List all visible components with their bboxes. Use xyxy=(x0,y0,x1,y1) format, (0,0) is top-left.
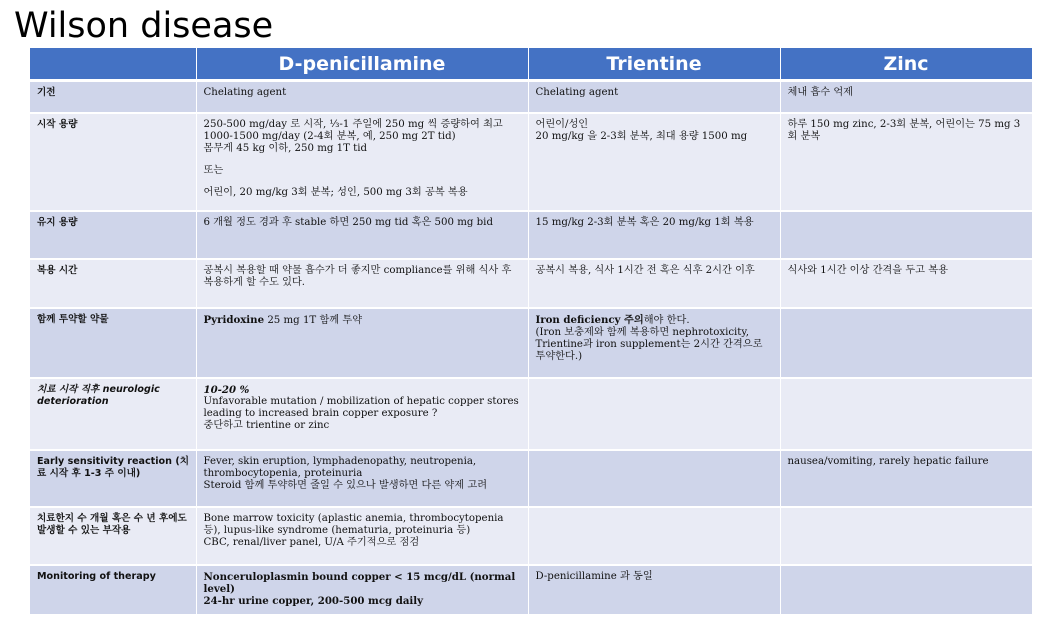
cell-zinc xyxy=(780,507,1032,565)
row-label: 치료 시작 직후 neurologic deterioration xyxy=(30,378,196,450)
cell-trientine xyxy=(528,450,780,507)
cell-text: Bone marrow toxicity (aplastic anemia, thrombocytopenia 등), lupus-like syndrome (hematuria, proteinuria 등) xyxy=(203,512,504,536)
cell-text: 15 mg/kg 2-3회 분복 혹은 20 mg/kg 1회 복용 xyxy=(535,216,754,228)
cell-text: D-penicillamine 과 동일 xyxy=(535,570,653,582)
cell-trientine xyxy=(528,378,780,450)
cell-text: Fever, skin eruption, lymphadenopathy, neutropenia, thrombocytopenia, proteinuria xyxy=(203,455,477,479)
row-label: 치료한지 수 개월 혹은 수 년 후에도 발생할 수 있는 부작용 xyxy=(30,507,196,565)
cell-text: nausea/vomiting, rarely hepatic failure xyxy=(787,455,989,467)
cell-text: 몸무게 45 kg 이하, 250 mg 1T tid xyxy=(203,142,368,154)
row-maintenance-dose xyxy=(30,211,1032,259)
cell-trientine xyxy=(528,565,780,615)
cell-text: 250-500 mg/day 로 시작, ⅓-1 주일에 250 mg 씩 증량하여 최고 1000-1500 mg/day (2-4회 분복, 예, 250 mg 2T tid) xyxy=(203,118,503,142)
cell-text: Chelating agent xyxy=(203,87,287,98)
header-zinc: Zinc xyxy=(780,48,1032,81)
cell-text: 식사와 1시간 이상 간격을 두고 복용 xyxy=(787,264,948,276)
cell-text: 공복시 복용, 식사 1시간 전 혹은 식후 2시간 이후 xyxy=(535,264,755,276)
cell-text-bold: 24-hr urine copper, 200-500 mcg daily xyxy=(203,594,424,607)
cell-trientine xyxy=(528,211,780,259)
cell-text: 25 mg 1T 함께 투약 xyxy=(264,314,363,326)
row-label: 복용 시간 xyxy=(30,259,196,308)
cell-penicillamine xyxy=(196,507,528,565)
header-row xyxy=(30,48,1032,81)
row-label: 기전 xyxy=(30,81,196,113)
cell-penicillamine xyxy=(196,113,528,211)
cell-zinc xyxy=(780,113,1032,211)
cell-text-bold: Nonceruloplasmin bound copper < 15 mcg/dL (normal level) xyxy=(203,570,516,595)
cell-zinc xyxy=(780,378,1032,450)
cell-penicillamine xyxy=(196,565,528,615)
row-late-adverse-effects xyxy=(30,507,1032,565)
cell-zinc xyxy=(780,308,1032,378)
cell-zinc xyxy=(780,211,1032,259)
row-neurologic-deterioration xyxy=(30,378,1032,450)
row-early-sensitivity xyxy=(30,450,1032,507)
cell-penicillamine xyxy=(196,259,528,308)
cell-zinc xyxy=(780,259,1032,308)
cell-trientine xyxy=(528,113,780,211)
cell-zinc xyxy=(780,450,1032,507)
cell-text-bold: Iron deficiency 주의 xyxy=(535,313,644,326)
cell-penicillamine xyxy=(196,378,528,450)
cell-text: 어린이/성인 xyxy=(535,118,589,130)
cell-penicillamine xyxy=(196,308,528,378)
row-dosing-time xyxy=(30,259,1032,308)
cell-text-emph: 10-20 % xyxy=(203,383,250,396)
header-blank xyxy=(30,48,196,81)
cell-text: Chelating agent xyxy=(535,87,619,98)
cell-text xyxy=(536,314,774,327)
cell-text: 20 mg/kg 을 2-3회 분복, 최대 용량 1500 mg xyxy=(535,130,748,142)
header-d-penicillamine: D-penicillamine xyxy=(196,48,528,81)
cell-text xyxy=(204,314,522,327)
cell-text: CBC, renal/liver panel, U/A 주기적으로 점검 xyxy=(203,536,420,548)
cell-text: 어린이, 20 mg/kg 3회 분복; 성인, 500 mg 3회 공복 복용 xyxy=(203,187,468,199)
treatment-table xyxy=(30,48,1033,616)
row-starting-dose xyxy=(30,113,1032,211)
cell-zinc xyxy=(780,565,1032,615)
page-title: Wilson disease xyxy=(14,6,274,46)
cell-text-bold: Pyridoxine xyxy=(203,313,265,326)
row-label: 유지 용량 xyxy=(30,211,196,259)
row-label: 함께 투약할 약물 xyxy=(30,308,196,378)
cell-trientine xyxy=(528,507,780,565)
row-label: Early sensitivity reaction (치료 시작 후 1-3 주 이내) xyxy=(30,450,196,507)
row-concomitant-drugs xyxy=(30,308,1032,378)
cell-trientine xyxy=(528,81,780,113)
cell-text: 체내 흡수 억제 xyxy=(787,87,854,98)
cell-text: 또는 xyxy=(203,165,224,177)
cell-penicillamine xyxy=(196,211,528,259)
cell-text: 하루 150 mg zinc, 2-3회 분복, 어린이는 75 mg 3회 분복 xyxy=(787,118,1021,142)
row-label: Monitoring of therapy xyxy=(30,565,196,615)
cell-text: 6 개월 정도 경과 후 stable 하면 250 mg tid 혹은 500 mg bid xyxy=(203,216,493,228)
cell-text: Unfavorable mutation / mobilization of hepatic copper stores leading to increased brain copper exposure ? xyxy=(203,395,519,419)
cell-text: (Iron 보충제와 함께 복용하면 nephrotoxicity, Trientine과 iron supplement는 2시간 간격으로 투약한다.) xyxy=(535,326,763,363)
cell-trientine xyxy=(528,308,780,378)
cell-penicillamine xyxy=(196,450,528,507)
row-label: 시작 용량 xyxy=(30,113,196,211)
cell-text: 해야 한다. xyxy=(643,314,690,326)
cell-penicillamine xyxy=(196,81,528,113)
cell-text: Steroid 함께 투약하면 줄일 수 있으나 발생하면 다른 약제 고려 xyxy=(203,479,488,491)
header-trientine: Trientine xyxy=(528,48,780,81)
cell-text: 공복시 복용할 때 약물 흡수가 더 좋지만 compliance를 위해 식사 후 복용하게 할 수도 있다. xyxy=(203,264,512,288)
cell-trientine xyxy=(528,259,780,308)
row-monitoring xyxy=(30,565,1032,615)
cell-zinc xyxy=(780,81,1032,113)
cell-text: 중단하고 trientine or zinc xyxy=(203,420,330,432)
row-mechanism xyxy=(30,81,1032,113)
